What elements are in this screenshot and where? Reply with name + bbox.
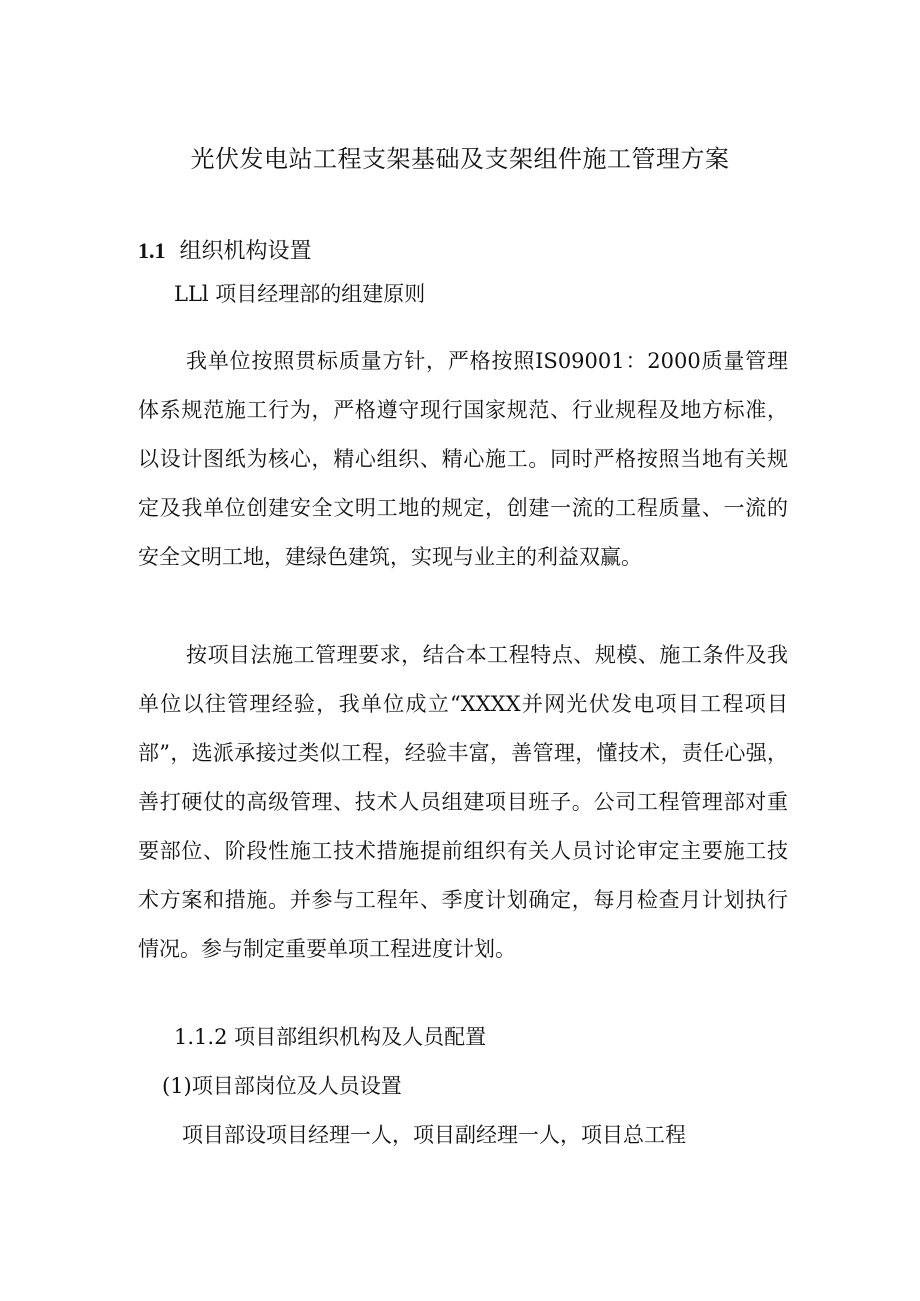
section-heading xyxy=(138,236,312,267)
body-paragraph-3: 项目部设项目经理一人，项目副经理一人，项目总工程 xyxy=(182,1123,686,1147)
subsection-heading-2: 1.1.2 项目部组织机构及人员配置 xyxy=(174,1025,487,1049)
list-item-heading: (1)项目部岗位及人员设置 xyxy=(162,1074,402,1098)
subsection-heading-1: LLl 项目经理部的组建原则 xyxy=(174,282,426,306)
document-title: 光伏发电站工程支架基础及支架组件施工管理方案 xyxy=(190,145,730,173)
body-paragraph-2: 按项目法施工管理要求，结合本工程特点、规模、施工条件及我单位以往管理经验，我单位成立“XXXX并网光伏发电项目工程项目部”，选派承接过类似工程，经验丰富，善管理，懂技术，责任心强，善打硬仗的高级管理、技术人员组建项目班子。公司工程管理部对重要部位、阶段性施工技术措施提前组织有关人员讨论审定主要施工技术方案和措施。并参与工程年、季度计划确定，每月检查月计划执行情况。参与制定重要单项工程进度计划。 xyxy=(138,643,788,961)
section-title: 组织机构设置 xyxy=(179,239,312,264)
body-paragraph-1: 我单位按照贯标质量方针，严格按照IS09001：2000质量管理体系规范施工行为，严格遵守现行国家规范、行业规程及地方标准，以设计图纸为核心，精心组织、精心施工。同时严格按照当地有关规定及我单位创建安全文明工地的规定，创建一流的工程质量、一流的安全文明工地，建绿色建筑，实现与业主的利益双赢。 xyxy=(138,349,788,569)
section-number: 1.1 xyxy=(138,238,166,263)
